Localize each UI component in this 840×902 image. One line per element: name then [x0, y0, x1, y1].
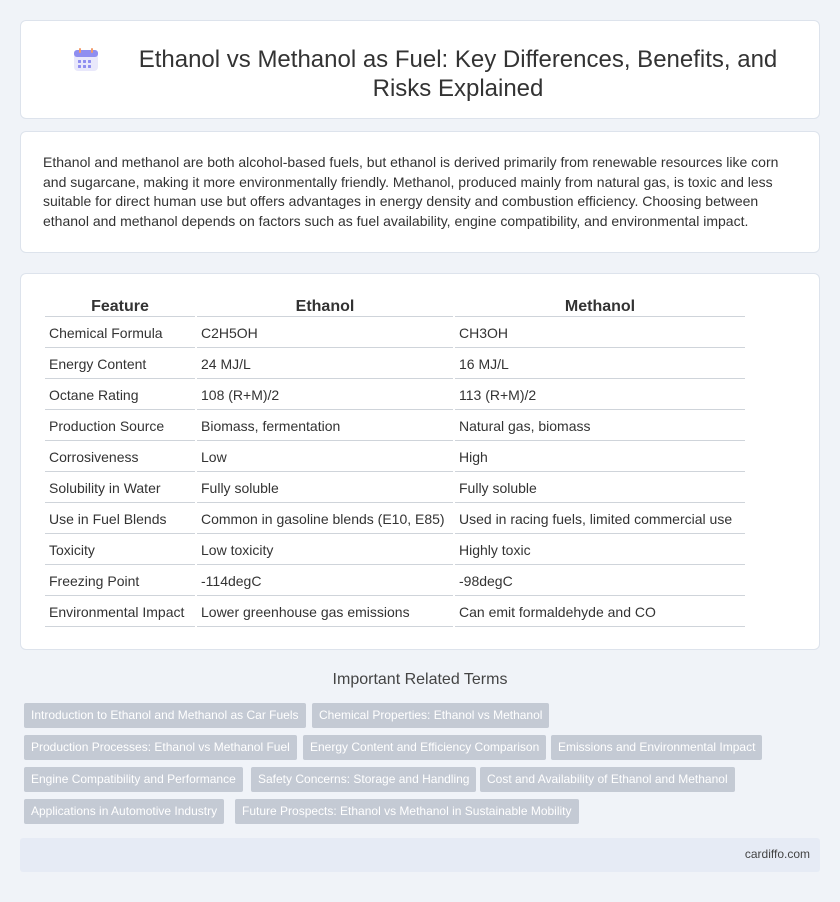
ethanol-cell: Biomass, fermentation	[197, 412, 453, 441]
page-title: Ethanol vs Methanol as Fuel: Key Differences, Benefits, and Risks Explained	[138, 46, 778, 102]
footer-site: cardiffo.com	[744, 847, 810, 861]
table-row	[45, 474, 745, 503]
feature-cell: Use in Fuel Blends	[45, 505, 195, 534]
feature-cell: Energy Content	[45, 350, 195, 379]
title-card	[20, 20, 820, 119]
methanol-cell: 16 MJ/L	[455, 350, 745, 379]
feature-cell: Toxicity	[45, 536, 195, 565]
table-row	[45, 412, 745, 441]
feature-cell: Octane Rating	[45, 381, 195, 410]
methanol-cell: Can emit formaldehyde and CO	[455, 598, 745, 627]
ethanol-cell: Fully soluble	[197, 474, 453, 503]
table-header-row	[45, 298, 745, 317]
table-row	[45, 536, 745, 565]
feature-cell: Freezing Point	[45, 567, 195, 596]
comparison-table	[43, 296, 747, 629]
ethanol-cell: 108 (R+M)/2	[197, 381, 453, 410]
ethanol-cell: Common in gasoline blends (E10, E85)	[197, 505, 453, 534]
table-row	[45, 319, 745, 348]
footer	[20, 838, 820, 872]
ethanol-cell: C2H5OH	[197, 319, 453, 348]
feature-cell: Solubility in Water	[45, 474, 195, 503]
feature-cell: Corrosiveness	[45, 443, 195, 472]
header-feature: Feature	[45, 298, 195, 317]
ethanol-cell: -114degC	[197, 567, 453, 596]
methanol-cell: Natural gas, biomass	[455, 412, 745, 441]
methanol-cell: Highly toxic	[455, 536, 745, 565]
header-methanol: Methanol	[455, 298, 745, 317]
methanol-cell: 113 (R+M)/2	[455, 381, 745, 410]
ethanol-cell: 24 MJ/L	[197, 350, 453, 379]
intro-card	[20, 131, 820, 253]
term-tag[interactable]: Production Processes: Ethanol vs Methanol Fuel	[24, 735, 297, 760]
feature-cell: Environmental Impact	[45, 598, 195, 627]
methanol-cell: High	[455, 443, 745, 472]
term-tag[interactable]: Cost and Availability of Ethanol and Methanol	[480, 767, 735, 792]
term-tag[interactable]: Emissions and Environmental Impact	[551, 735, 762, 760]
term-tag[interactable]: Engine Compatibility and Performance	[24, 767, 243, 792]
methanol-cell: Used in racing fuels, limited commercial use	[455, 505, 745, 534]
table-row	[45, 381, 745, 410]
term-tag[interactable]: Introduction to Ethanol and Methanol as Car Fuels	[24, 703, 306, 728]
related-terms-heading: Important Related Terms	[332, 671, 508, 688]
methanol-cell: CH3OH	[455, 319, 745, 348]
table-row	[45, 443, 745, 472]
ethanol-cell: Low toxicity	[197, 536, 453, 565]
term-tag[interactable]: Energy Content and Efficiency Comparison	[303, 735, 546, 760]
methanol-cell: Fully soluble	[455, 474, 745, 503]
header-ethanol: Ethanol	[197, 298, 453, 317]
table-row	[45, 598, 745, 627]
comparison-card	[20, 273, 820, 650]
table-row	[45, 505, 745, 534]
term-tag[interactable]: Safety Concerns: Storage and Handling	[251, 767, 476, 792]
term-tag[interactable]: Future Prospects: Ethanol vs Methanol in Sustainable Mobility	[235, 799, 579, 824]
table-row	[45, 567, 745, 596]
ethanol-cell: Low	[197, 443, 453, 472]
feature-cell: Chemical Formula	[45, 319, 195, 348]
ethanol-cell: Lower greenhouse gas emissions	[197, 598, 453, 627]
feature-cell: Production Source	[45, 412, 195, 441]
table-row	[45, 350, 745, 379]
term-tag[interactable]: Applications in Automotive Industry	[24, 799, 224, 824]
methanol-cell: -98degC	[455, 567, 745, 596]
term-tag[interactable]: Chemical Properties: Ethanol vs Methanol	[312, 703, 549, 728]
intro-paragraph: Ethanol and methanol are both alcohol-based fuels, but ethanol is derived primarily from renewable resources like corn and sugarcane, making it more environmentally friendly. Methanol, produced mainly from natural gas, is toxic and less suitable for direct human use but offers advantages in energy density and combustion efficiency. Choosing between ethanol and methanol depends on factors such as fuel availability, engine compatibility, and environmental impact.	[43, 154, 779, 229]
